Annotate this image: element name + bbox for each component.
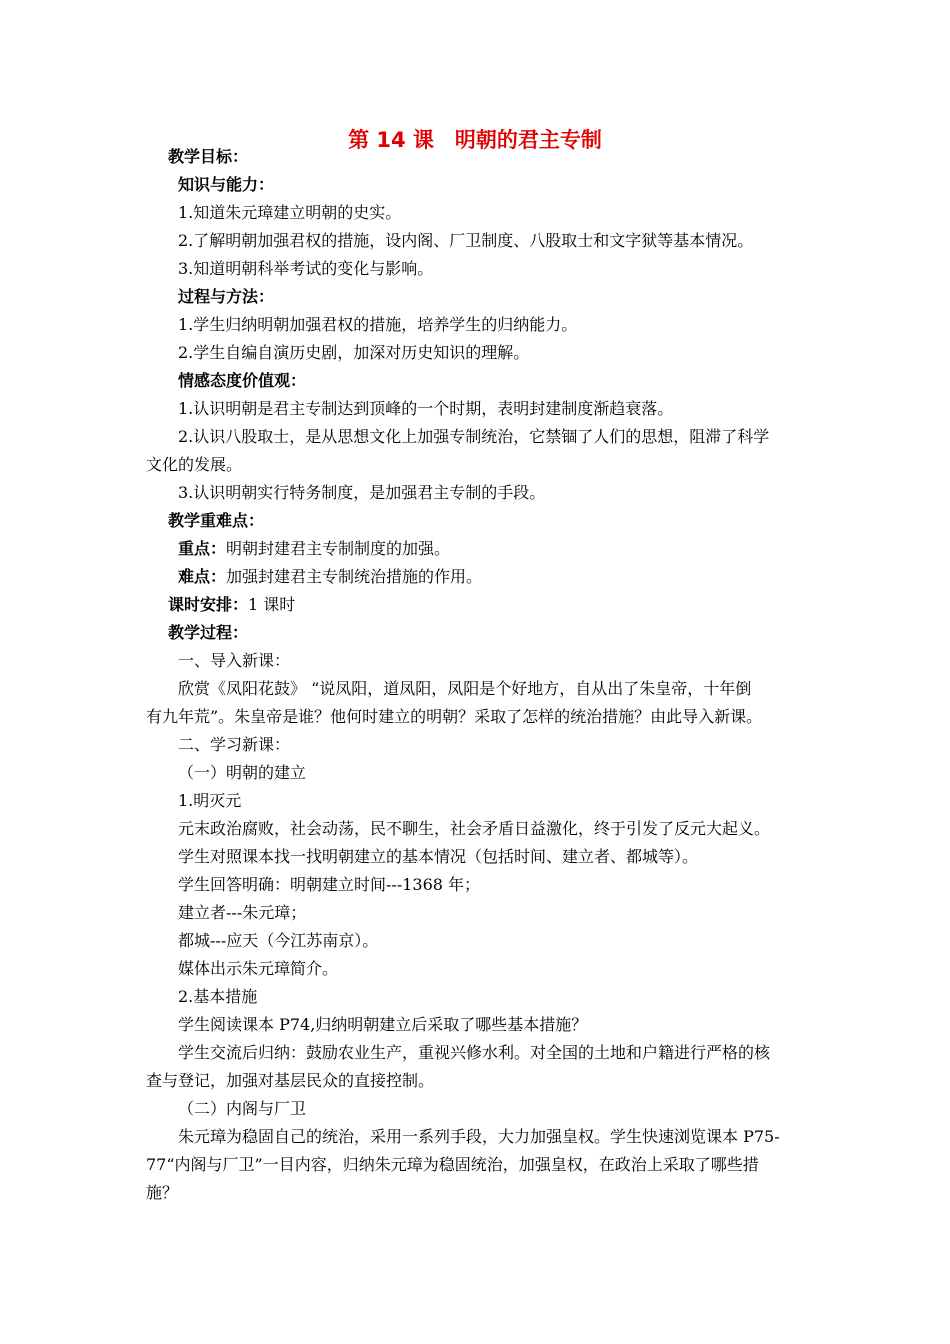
hard-label: 难点： bbox=[178, 567, 227, 586]
key-text: 明朝封建君主专制制度的加强。 bbox=[226, 539, 451, 558]
paragraph: 学生阅读课本 P74,归纳明朝建立后采取了哪些基本措施？ bbox=[178, 1015, 588, 1034]
emotion-heading: 情感态度价值观： bbox=[178, 371, 307, 390]
paragraph: 欣赏《凤阳花鼓》 “说凤阳，道凤阳，凤阳是个好地方，自从出了朱皇帝，十年倒 bbox=[178, 679, 752, 698]
knowledge-item: 2.了解明朝加强君权的措施，设内阁、厂卫制度、八股取士和文字狱等基本情况。 bbox=[178, 231, 754, 250]
procedure-heading: 教学过程： bbox=[168, 623, 249, 642]
paragraph-continued: 有九年荒”。朱皇帝是谁？他何时建立的明朝？采取了怎样的统治措施？由此导入新课。 bbox=[146, 707, 763, 726]
time-label: 课时安排： bbox=[168, 595, 249, 614]
subsection-heading: （二）内阁与厂卫 bbox=[178, 1099, 307, 1118]
paragraph-continued: 查与登记，加强对基层民众的直接控制。 bbox=[146, 1071, 435, 1090]
process-item: 1.学生归纳明朝加强君权的措施，培养学生的归纳能力。 bbox=[178, 315, 578, 334]
paragraph: 学生对照课本找一找明朝建立的基本情况（包括时间、建立者、都城等）。 bbox=[178, 847, 699, 866]
knowledge-heading: 知识与能力： bbox=[178, 175, 275, 194]
process-heading: 过程与方法： bbox=[178, 287, 275, 306]
page-title: 第 14 课 明朝的君主专制 bbox=[348, 128, 602, 152]
key-label: 重点： bbox=[178, 539, 227, 558]
emotion-item: 1.认识明朝是君主专制达到顶峰的一个时期，表明封建制度渐趋衰落。 bbox=[178, 399, 674, 418]
paragraph: 元末政治腐败，社会动荡，民不聊生，社会矛盾日益激化，终于引发了反元大起义。 bbox=[178, 819, 771, 838]
emotion-item-continued: 文化的发展。 bbox=[146, 455, 243, 474]
section-heading: 二、学习新课： bbox=[178, 735, 291, 754]
subsection-heading: （一）明朝的建立 bbox=[178, 763, 307, 782]
paragraph-continued: 77“内阁与厂卫”一目内容，归纳朱元璋为稳固统治，加强皇权，在政治上采取了哪些措 bbox=[146, 1155, 759, 1174]
hard-point bbox=[178, 567, 482, 587]
paragraph: 朱元璋为稳固自己的统治，采用一系列手段，大力加强皇权。学生快速浏览课本 P75- bbox=[178, 1127, 780, 1146]
paragraph: 建立者---朱元璋； bbox=[178, 903, 307, 922]
paragraph: 学生回答明确：明朝建立时间---1368 年； bbox=[178, 875, 481, 894]
knowledge-item: 3.知道明朝科举考试的变化与影响。 bbox=[178, 259, 434, 278]
class-time bbox=[168, 595, 295, 615]
paragraph: 2.基本措施 bbox=[178, 987, 258, 1006]
key-points-heading: 教学重难点： bbox=[168, 511, 265, 530]
goals-heading: 教学目标： bbox=[168, 147, 249, 166]
paragraph: 媒体出示朱元璋简介。 bbox=[178, 959, 339, 978]
paragraph: 1.明灭元 bbox=[178, 791, 242, 810]
paragraph-continued: 施？ bbox=[146, 1183, 179, 1202]
emotion-item: 3.认识明朝实行特务制度，是加强君主专制的手段。 bbox=[178, 483, 546, 502]
hard-text: 加强封建君主专制统治措施的作用。 bbox=[226, 567, 483, 586]
paragraph: 学生交流后归纳：鼓励农业生产，重视兴修水利。对全国的土地和户籍进行严格的核 bbox=[178, 1043, 771, 1062]
emotion-item: 2.认识八股取士，是从思想文化上加强专制统治，它禁锢了人们的思想，阻滞了科学 bbox=[178, 427, 770, 446]
knowledge-item: 1.知道朱元璋建立明朝的史实。 bbox=[178, 203, 402, 222]
process-item: 2.学生自编自演历史剧，加深对历史知识的理解。 bbox=[178, 343, 530, 362]
time-text: 1 课时 bbox=[248, 595, 296, 614]
paragraph: 都城---应天（今江苏南京）。 bbox=[178, 931, 379, 950]
section-heading: 一、导入新课： bbox=[178, 651, 291, 670]
key-point bbox=[178, 539, 450, 559]
